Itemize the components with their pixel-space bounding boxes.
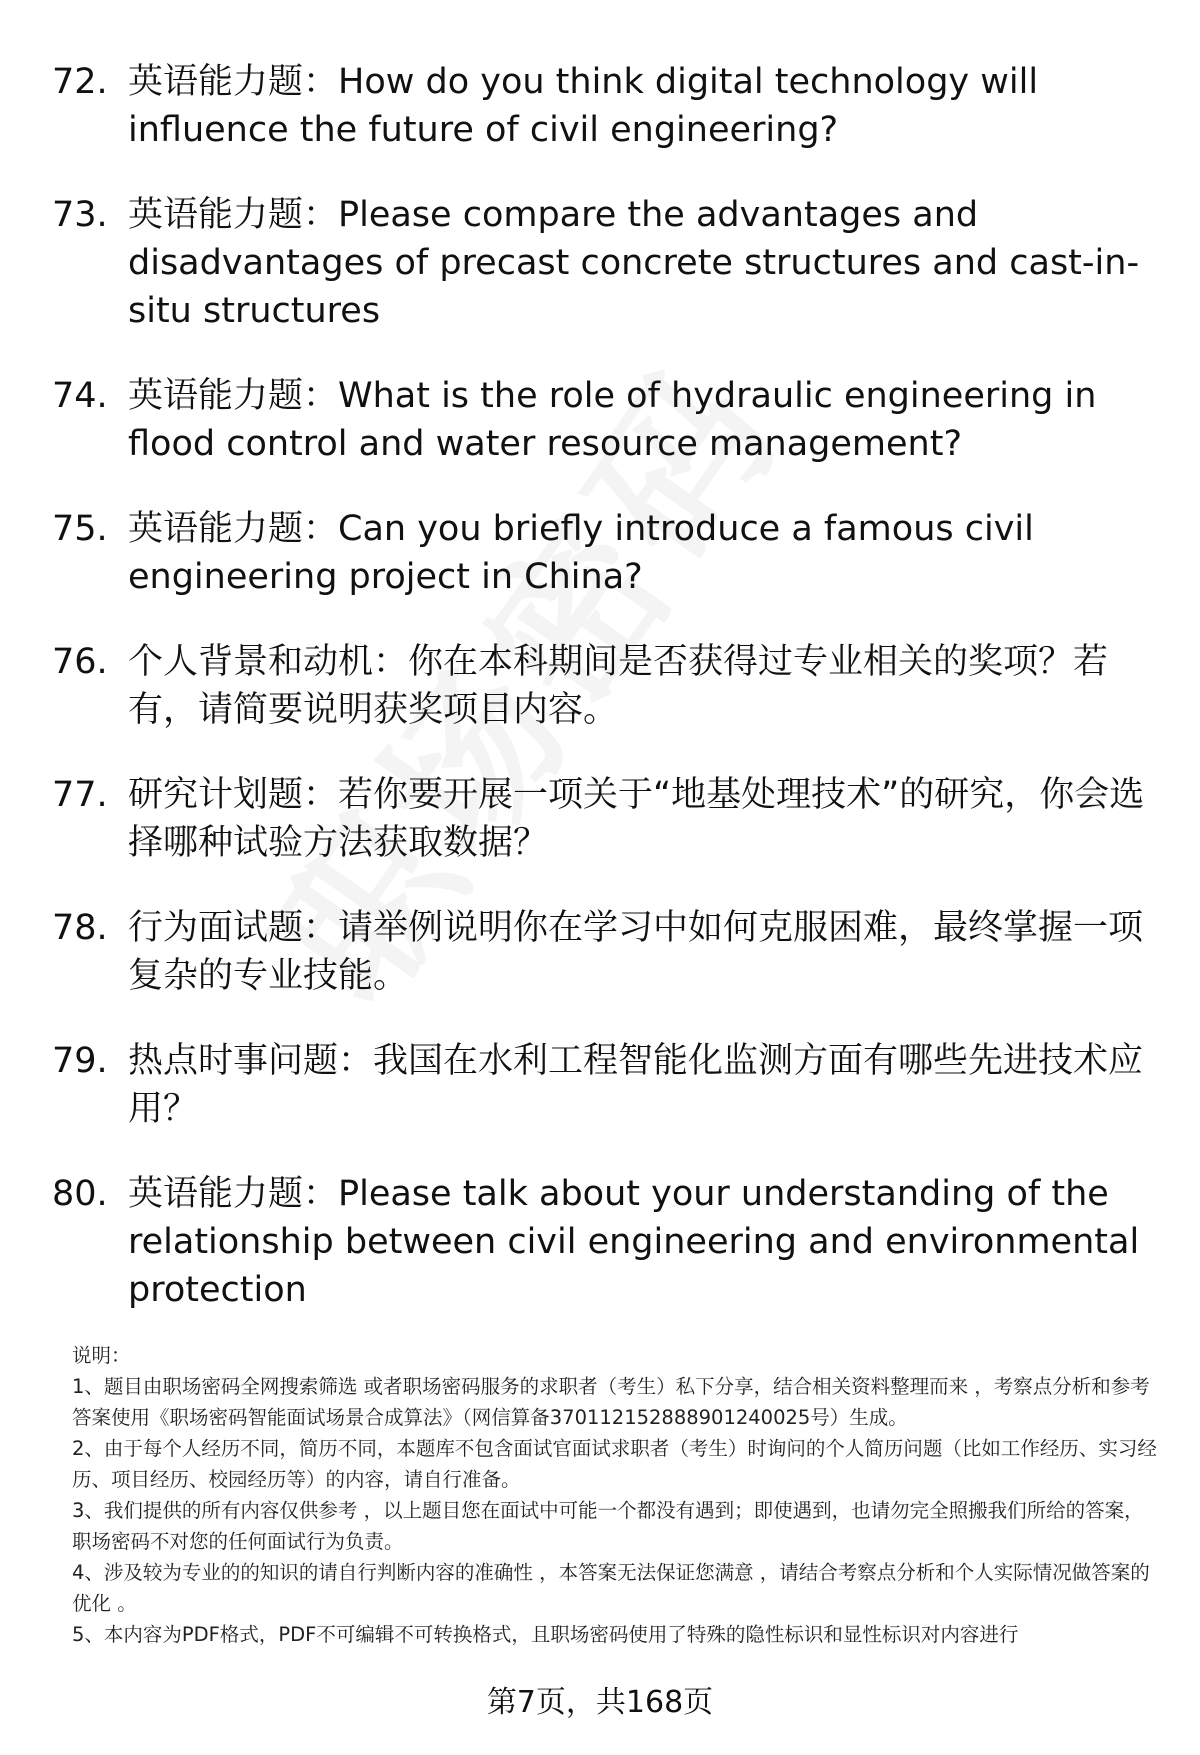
question-number: 77. — [52, 775, 108, 815]
question-text: 研究计划题：若你要开展一项关于“地基处理技术”的研究，你会选择哪种试验方法获取数据？ — [128, 775, 1145, 863]
question-text: 行为面试题：请举例说明你在学习中如何克服困难，最终掌握一项复杂的专业技能。 — [128, 908, 1144, 996]
question-number: 74. — [52, 376, 108, 416]
note-item: 2、由于每个人经历不同，简历不同，本题库不包含面试官面试求职者（考生）时询问的个人简历问题（比如工作经历、实习经历、项目经历、校园经历等）的内容，请自行准备。 — [72, 1437, 1157, 1491]
question-item — [52, 191, 1152, 335]
question-text: 英语能力题：How do you think digital technology will influence the future of civil engineering? — [128, 62, 1039, 150]
question-number: 80. — [52, 1174, 108, 1214]
question-text: 英语能力题：Please compare the advantages and disadvantages of precast concrete structures and cast-in-situ structures — [128, 195, 1140, 331]
question-number: 75. — [52, 509, 108, 549]
note-item: 4、涉及较为专业的的知识的请自行判断内容的准确性 ，本答案无法保证您满意 ，请结合考察点分析和个人实际情况做答案的优化 。 — [72, 1561, 1150, 1615]
note-item: 3、我们提供的所有内容仅供参考 ，以上题目您在面试中可能一个都没有遇到；即使遇到，也请勿完全照搬我们所给的答案，职场密码不对您的任何面试行为负责。 — [72, 1499, 1144, 1553]
question-item — [52, 1037, 1152, 1133]
question-text: 个人背景和动机：你在本科期间是否获得过专业相关的奖项？若有，请简要说明获奖项目内容。 — [128, 642, 1109, 730]
question-text: 热点时事问题：我国在水利工程智能化监测方面有哪些先进技术应用？ — [128, 1041, 1144, 1129]
question-item — [52, 1170, 1152, 1314]
notes-section — [72, 1340, 1158, 1650]
question-text: 英语能力题：Can you briefly introduce a famous civil engineering project in China? — [128, 509, 1034, 597]
question-text: 英语能力题：What is the role of hydraulic engineering in flood control and water resource management? — [128, 376, 1097, 464]
notes-title: 说明： — [72, 1344, 131, 1367]
question-number: 73. — [52, 195, 108, 235]
question-item — [52, 372, 1152, 468]
note-item: 5、本内容为PDF格式，PDF不可编辑不可转换格式，且职场密码使用了特殊的隐性标识和显性标识对内容进行 — [72, 1623, 1019, 1646]
question-item — [52, 58, 1152, 154]
question-number: 78. — [52, 908, 108, 948]
page-footer: 第7页，共168页 — [486, 1685, 714, 1720]
question-item — [52, 771, 1152, 867]
question-item — [52, 904, 1152, 1000]
note-item: 1、题目由职场密码全网搜索筛选 或者职场密码服务的求职者（考生）私下分享，结合相关资料整理而来 ，考察点分析和参考答案使用《职场密码智能面试场景合成算法》（网信算备370112152888901240025号）生成。 — [72, 1375, 1150, 1429]
question-text: 英语能力题：Please talk about your understanding of the relationship between civil engineering and environmental protection — [128, 1174, 1140, 1310]
question-number: 79. — [52, 1041, 108, 1081]
question-item — [52, 505, 1152, 601]
question-number: 72. — [52, 62, 108, 102]
question-list — [52, 58, 1152, 1351]
question-number: 76. — [52, 642, 108, 682]
question-item — [52, 638, 1152, 734]
